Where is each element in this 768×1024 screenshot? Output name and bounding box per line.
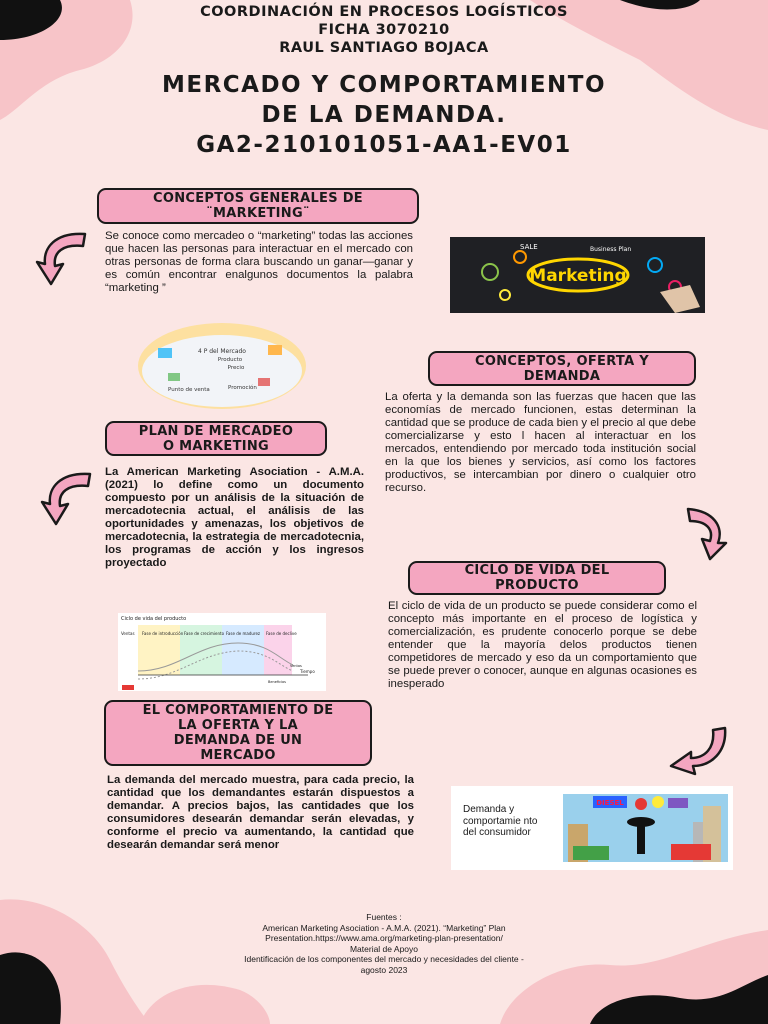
heading-text: DEMANDA DE UN bbox=[173, 733, 303, 748]
curved-arrow-icon bbox=[665, 722, 735, 778]
sources-heading: Fuentes : bbox=[366, 912, 402, 922]
source-line: Identificación de los componentes del mercado y necesidades del cliente - bbox=[244, 954, 524, 964]
header-author: RAUL SANTIAGO BOJACA bbox=[279, 40, 489, 56]
cycle-benefits: Beneficios bbox=[268, 680, 286, 684]
heading-text: MERCADO bbox=[200, 748, 276, 763]
heading-text: DEMANDA bbox=[523, 368, 601, 384]
heading-text: LA OFERTA Y LA bbox=[177, 718, 299, 733]
title-line-3: GA2-210101051-AA1-EV01 bbox=[196, 132, 572, 158]
marketing-plan-text: La American Marketing Asociation - A.M.A.(2021) lo define como un documento compuesto por un análisis de la situación de mercadotecnia actual, el análisis de las oportunidades y amenazas, los objetivos de mercadotecnia, la estrategia de mercadotecnia, los programas de acción y los ingresos proyectado bbox=[105, 466, 364, 569]
header-program: COORDINACIÓN EN PROCESOS LOGÍSTICOS bbox=[200, 4, 568, 20]
heading-text: CICLO DE VIDA DEL bbox=[464, 563, 610, 578]
heading-text: CONCEPTOS GENERALES DE bbox=[153, 191, 363, 206]
heading-text: O MARKETING bbox=[162, 438, 270, 454]
offer-demand-heading bbox=[428, 351, 696, 386]
product-cycle-heading bbox=[408, 561, 666, 595]
product-cycle-text: El ciclo de vida de un producto se puede considerar como el concepto más importante en el proceso de logística y comercialización, es prudente conocerlo porque se debe entender que la mayoría delos productos tienen competidores de mercado y eso da un comportamiento que se puede prever o conocer, aunque en algunas ocasiones es inesperado bbox=[388, 600, 697, 690]
cycle-ylabel: Ventas bbox=[121, 631, 135, 636]
heading-text: EL COMPORTAMIENTO DE bbox=[142, 703, 334, 718]
heading-text: CONCEPTOS, OFERTA Y bbox=[475, 353, 649, 369]
product-cycle-image bbox=[118, 613, 326, 691]
curved-arrow-icon bbox=[680, 503, 730, 563]
source-line: Material de Apoyo bbox=[349, 943, 419, 954]
curved-arrow-icon bbox=[35, 226, 95, 288]
heading-text: PLAN DE MERCADEO bbox=[138, 423, 294, 439]
four-p-item: Promoción bbox=[228, 385, 257, 391]
consumer-sign: DIESEL bbox=[596, 799, 624, 807]
curved-arrow-icon bbox=[40, 466, 98, 528]
cycle-phase: Fase de introducción bbox=[142, 631, 184, 636]
four-p-item: Precio bbox=[227, 365, 245, 371]
title-line-1: MERCADO Y COMPORTAMIENTO bbox=[161, 72, 607, 98]
consumer-caption: Demanda y comportamie nto del consumidor bbox=[463, 804, 538, 838]
source-line: American Marketing Asociation - A.M.A. (2021). “Marketing” Plan bbox=[262, 922, 506, 933]
four-p-item: Producto bbox=[217, 357, 243, 363]
behavior-text: La demanda del mercado muestra, para cada precio, la cantidad que los demandantes estarán dispuestos a demandar. A precios bajos, las cantidades que los consumidores desearán demandar serán elevadas, y conforme el precio va aumentando, la cantidad que desearán demandar será menor bbox=[107, 774, 414, 851]
cycle-title: Ciclo de vida del producto bbox=[121, 616, 187, 622]
header bbox=[0, 3, 768, 57]
four-p-item: Punto de venta bbox=[168, 387, 210, 393]
source-line: Presentation.https://www.ama.org/marketing-plan-presentation/ bbox=[265, 933, 503, 943]
source-line: agosto 2023 bbox=[360, 964, 408, 975]
marketing-plan-heading bbox=[105, 421, 327, 456]
heading-text: PRODUCTO bbox=[495, 578, 579, 593]
marketing-concepts-text: Se conoce como mercadeo o “marketing” todas las acciones que hacen las personas para interactuar en el mercado con otras personas de forma clara buscando un ganar—ganar y es común encontrar enalgunos documentos la palabra “marketing ” bbox=[105, 230, 413, 294]
marketing-word: Marketing bbox=[529, 266, 627, 286]
cycle-phase: Fase de declive bbox=[266, 631, 297, 636]
cycle-phase: Fase de crecimiento bbox=[184, 631, 225, 636]
offer-demand-text: La oferta y la demanda son las fuerzas que hacen que las economías de mercado funcionen, estas determinan la cantidad que se produce de cada bien y el precio al que debe comercializarse y esto l hacen al interactuar en los mercados, entendiendo por mercado toda institución social en la que los bienes y servicios, así como los factores productivos, se intercambian por dinero o cualquier otro recurso. bbox=[385, 391, 696, 494]
sources bbox=[150, 912, 618, 975]
marketing-sale: SALE bbox=[520, 243, 538, 251]
marketing-concepts-heading bbox=[97, 188, 419, 224]
cycle-xlabel: Tiempo bbox=[300, 669, 315, 674]
cycle-sales: Ventas bbox=[290, 664, 302, 668]
heading-text: ¨MARKETING¨ bbox=[206, 206, 310, 221]
behavior-heading bbox=[104, 700, 372, 766]
four-p-image bbox=[138, 323, 306, 409]
cycle-phase: Fase de madurez bbox=[226, 631, 261, 636]
page-title bbox=[0, 70, 768, 160]
header-ficha: FICHA 3070210 bbox=[318, 22, 450, 38]
marketing-image bbox=[450, 237, 705, 313]
marketing-plan: Business Plan bbox=[590, 246, 632, 253]
title-line-2: DE LA DEMANDA. bbox=[261, 102, 507, 128]
four-p-title: 4 P del Mercado bbox=[198, 348, 246, 355]
consumer-image bbox=[451, 786, 733, 870]
